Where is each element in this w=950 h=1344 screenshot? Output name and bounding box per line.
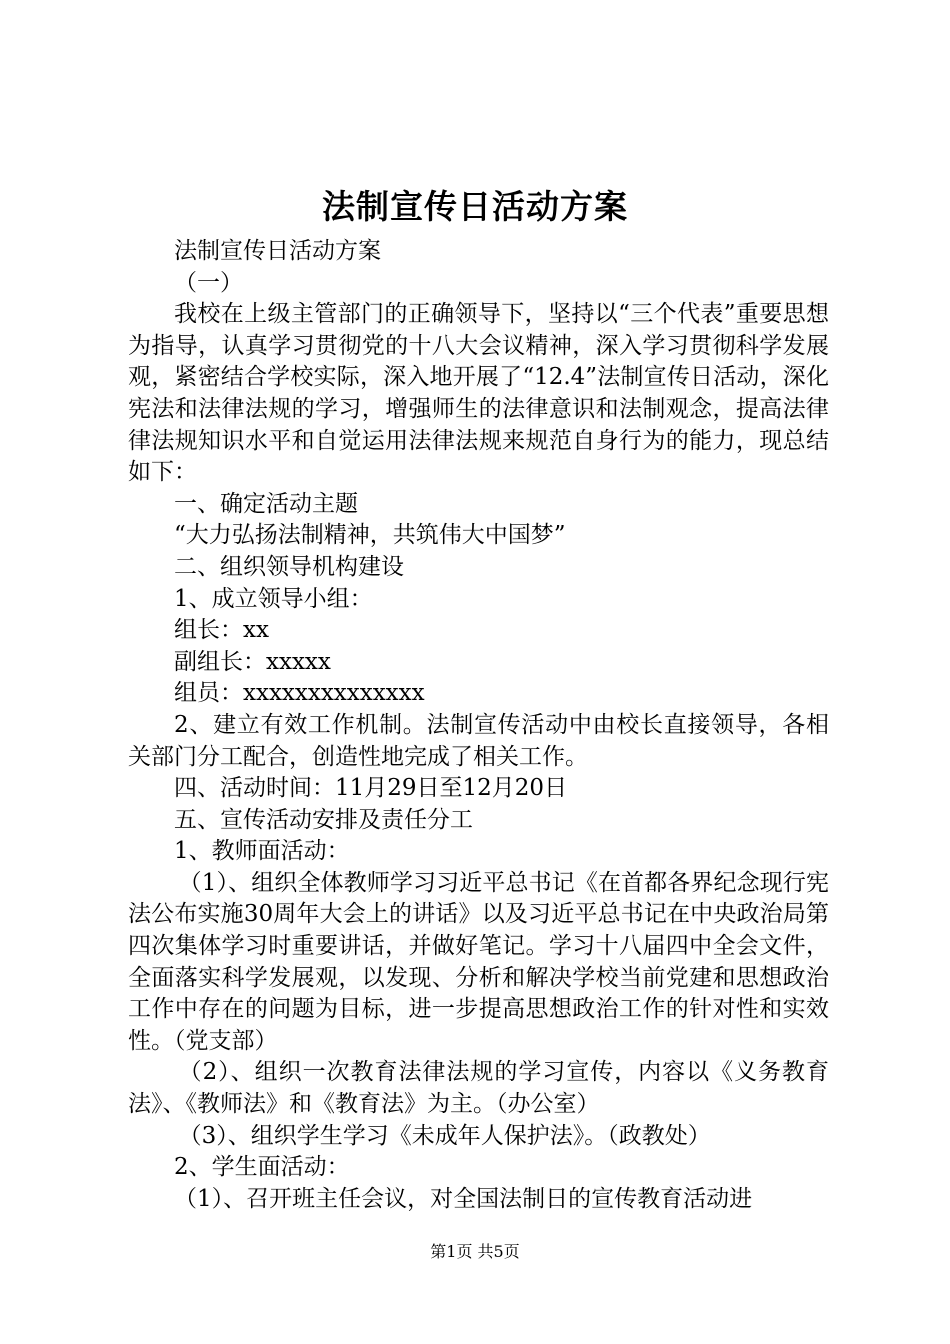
paragraph: 副组长：xxxxx [174,648,331,675]
paragraph: 组员：xxxxxxxxxxxxxx [174,680,425,707]
paragraph: 1、成立领导小组： [174,585,373,612]
paragraph: 一、确定活动主题 [174,490,358,517]
paragraph: 四、活动时间：11月29日至12月20日 [174,775,568,802]
paragraph: 1、教师面活动： [174,838,350,865]
document-title: 法制宣传日活动方案 [322,187,628,226]
page-footer: 第1页 共5页 [430,1242,520,1261]
paragraph: （一） [174,269,243,296]
paragraph: （2）、组织一次教育法律法规的学习宣传，内容以《义务教育法》、《教师法》和《教育法》为主。（办公室） [128,1059,829,1118]
paragraph: 二、组织领导机构建设 [174,553,404,580]
paragraph: 2、建立有效工作机制。法制宣传活动中由校长直接领导，各相关部门分工配合，创造性地完成了相关工作。 [128,711,829,770]
paragraph: 组长：xx [174,617,269,644]
paragraph: “大力弘扬法制精神，共筑伟大中国梦” [174,522,566,549]
paragraph: （1）、召开班主任会议，对全国法制日的宣传教育活动进 [174,1185,753,1212]
paragraph: 法制宣传日活动方案 [174,238,381,264]
paragraph: 2、学生面活动： [174,1154,350,1181]
paragraph: 我校在上级主管部门的正确领导下，坚持以“三个代表”重要思想为指导，认真学习贯彻党的十八大会议精神，深入学习贯彻科学发展观，紧密结合学校实际，深入地开展了“12.4”法制宣传日活动，深化宪法和法律法规的学习，增强师生的法律意识和法制观念，提高法律律法规知识水平和自觉运用法律法规来规范自身行为的能力，现总结如下： [128,301,829,486]
paragraph: 五、宣传活动安排及责任分工 [174,806,473,833]
paragraph: （1）、组织全体教师学习习近平总书记《在首都各界纪念现行宪法公布实施30周年大会上的讲话》以及习近平总书记在中央政治局第四次集体学习时重要讲话，并做好笔记。学习十八届四中全会文件，全面落实科学发展观，以发现、分析和解决学校当前党建和思想政治工作中存在的问题为目标，进一步提高思想政治工作的针对性和实效性。（党支部） [128,869,829,1054]
paragraph: （3）、组织学生学习《未成年人保护法》。（政教处） [178,1122,711,1149]
document-body [128,236,829,1215]
